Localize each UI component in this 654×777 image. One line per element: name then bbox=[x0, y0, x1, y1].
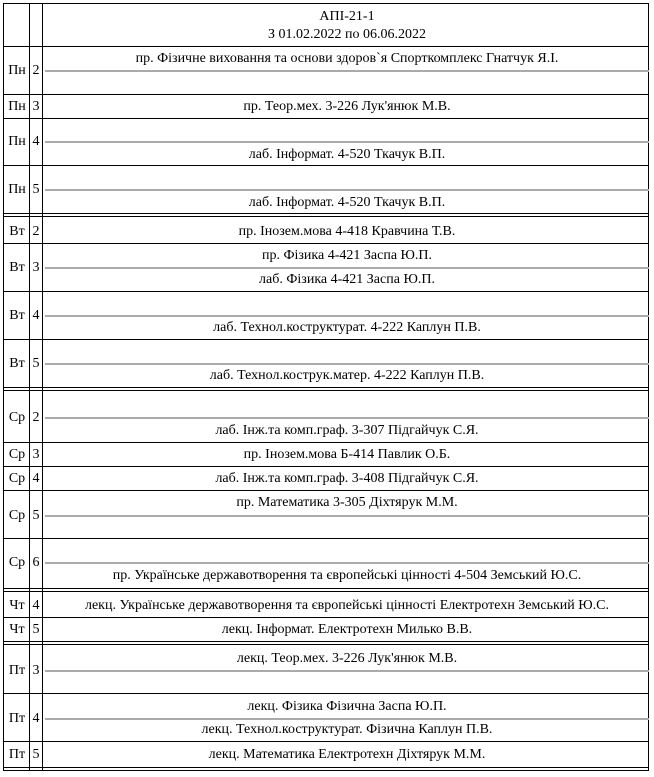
lesson-divider bbox=[3, 442, 649, 443]
lesson-entry: лекц. Фізика Фізична Заспа Ю.П. bbox=[247, 699, 447, 714]
lesson-entry: пр. Українське державотворення та європейські цінності 4-504 Земський Ю.С. bbox=[112, 568, 582, 583]
slot-divider bbox=[45, 718, 649, 720]
day-label: Чт bbox=[9, 598, 25, 613]
lesson-number: 4 bbox=[32, 134, 40, 149]
lesson-number: 2 bbox=[32, 410, 40, 425]
lesson-number: 3 bbox=[32, 99, 40, 114]
lesson-divider bbox=[3, 693, 649, 694]
day-divider bbox=[3, 591, 649, 592]
day-label: Ср bbox=[8, 508, 26, 523]
lesson-divider bbox=[3, 94, 649, 95]
slot-divider bbox=[45, 267, 649, 269]
lesson-entry: лекц. Технол.коструктурат. Фізична Каплун П.В. bbox=[201, 722, 493, 737]
day-label: Пн bbox=[8, 99, 26, 114]
lesson-divider bbox=[3, 741, 649, 742]
lesson-divider bbox=[3, 538, 649, 539]
slot-divider bbox=[45, 189, 649, 191]
lesson-number: 4 bbox=[32, 308, 40, 323]
period-range: З 01.02.2022 по 06.06.2022 bbox=[267, 27, 426, 42]
slot-divider bbox=[45, 70, 649, 72]
lesson-number: 4 bbox=[32, 471, 40, 486]
lesson-entry: лекц. Українське державотворення та європейські цінності Електротехн Земський Ю.С. bbox=[84, 598, 610, 613]
day-label: Пт bbox=[8, 711, 26, 726]
lesson-divider bbox=[3, 490, 649, 491]
lesson-entry: лаб. Фізика 4-421 Заспа Ю.П. bbox=[259, 272, 435, 287]
day-label: Ср bbox=[8, 471, 26, 486]
lesson-divider bbox=[3, 339, 649, 340]
day-label: Ср bbox=[8, 410, 26, 425]
group-title: АПІ-21-1 bbox=[319, 9, 375, 24]
day-divider bbox=[3, 216, 649, 217]
lesson-number: 4 bbox=[32, 598, 40, 613]
lesson-divider bbox=[3, 291, 649, 292]
slot-divider bbox=[45, 670, 649, 672]
lesson-entry: пр. Математика 3-305 Діхтярук М.М. bbox=[236, 495, 458, 510]
lesson-entry: лаб. Технол.коструктурат. 4-222 Каплун П.В. bbox=[213, 320, 481, 335]
day-label: Ср bbox=[8, 555, 26, 570]
slot-divider bbox=[45, 141, 649, 143]
day-divider bbox=[3, 213, 649, 214]
day-label: Чт bbox=[9, 622, 25, 637]
lesson-entry: пр. Інозем.мова 4-418 Кравчина Т.В. bbox=[238, 224, 456, 239]
bottom-divider bbox=[3, 767, 649, 768]
schedule-table bbox=[3, 3, 649, 771]
lesson-number: 3 bbox=[32, 260, 40, 275]
slot-divider bbox=[45, 562, 649, 564]
lesson-entry: пр. Фізичне виховання та основи здоров`я Спорткомплекс Гнатчук Я.І. bbox=[135, 51, 559, 66]
lesson-divider bbox=[3, 165, 649, 166]
lesson-divider bbox=[3, 617, 649, 618]
day-divider bbox=[3, 641, 649, 642]
lesson-entry: пр. Теор.мех. 3-226 Лук'янюк М.В. bbox=[243, 99, 451, 114]
day-label: Пн bbox=[8, 63, 26, 78]
slot-divider bbox=[45, 417, 649, 419]
day-divider bbox=[3, 588, 649, 589]
lesson-divider bbox=[3, 466, 649, 467]
day-label: Вт bbox=[9, 356, 25, 371]
lesson-entry: лаб. Інформат. 4-520 Ткачук В.П. bbox=[248, 147, 446, 162]
header-divider bbox=[3, 46, 649, 47]
day-label: Пн bbox=[8, 134, 26, 149]
lesson-divider bbox=[3, 243, 649, 244]
lesson-entry: пр. Інозем.мова Б-414 Павлик О.Б. bbox=[243, 447, 451, 462]
day-divider bbox=[3, 390, 649, 391]
lesson-entry: лекц. Математика Електротехн Діхтярук М.М. bbox=[208, 747, 486, 762]
lesson-number: 4 bbox=[32, 711, 40, 726]
lesson-number: 5 bbox=[32, 747, 40, 762]
day-label: Пт bbox=[8, 663, 26, 678]
lesson-number: 5 bbox=[32, 182, 40, 197]
day-divider bbox=[3, 387, 649, 388]
lesson-entry: лаб. Інж.та комп.граф. 3-307 Підгайчук С.Я. bbox=[215, 423, 479, 438]
day-label: Вт bbox=[9, 260, 25, 275]
lesson-entry: лаб. Інформат. 4-520 Ткачук В.П. bbox=[248, 195, 446, 210]
lesson-entry: лекц. Інформат. Електротехн Милько В.В. bbox=[221, 622, 473, 637]
day-label: Пт bbox=[8, 747, 26, 762]
day-label: Ср bbox=[8, 447, 26, 462]
lesson-number: 6 bbox=[32, 555, 40, 570]
lesson-number: 5 bbox=[32, 622, 40, 637]
lesson-entry: лекц. Теор.мех. 3-226 Лук'янюк М.В. bbox=[236, 651, 458, 666]
slot-divider bbox=[45, 363, 649, 365]
lesson-number: 2 bbox=[32, 63, 40, 78]
slot-divider bbox=[45, 315, 649, 317]
day-divider bbox=[3, 644, 649, 645]
lesson-entry: пр. Фізика 4-421 Заспа Ю.П. bbox=[261, 248, 433, 263]
lesson-number: 3 bbox=[32, 447, 40, 462]
day-label: Вт bbox=[9, 308, 25, 323]
day-label: Вт bbox=[9, 224, 25, 239]
slot-divider bbox=[45, 515, 649, 517]
lesson-divider bbox=[3, 118, 649, 119]
day-label: Пн bbox=[8, 182, 26, 197]
lesson-number: 2 bbox=[32, 224, 40, 239]
lesson-number: 3 bbox=[32, 663, 40, 678]
lesson-number: 5 bbox=[32, 508, 40, 523]
lesson-entry: лаб. Інж.та комп.граф. 3-408 Підгайчук С.Я. bbox=[215, 471, 479, 486]
lesson-entry: лаб. Технол.кострук.матер. 4-222 Каплун П.В. bbox=[209, 368, 485, 383]
lesson-number: 5 bbox=[32, 356, 40, 371]
